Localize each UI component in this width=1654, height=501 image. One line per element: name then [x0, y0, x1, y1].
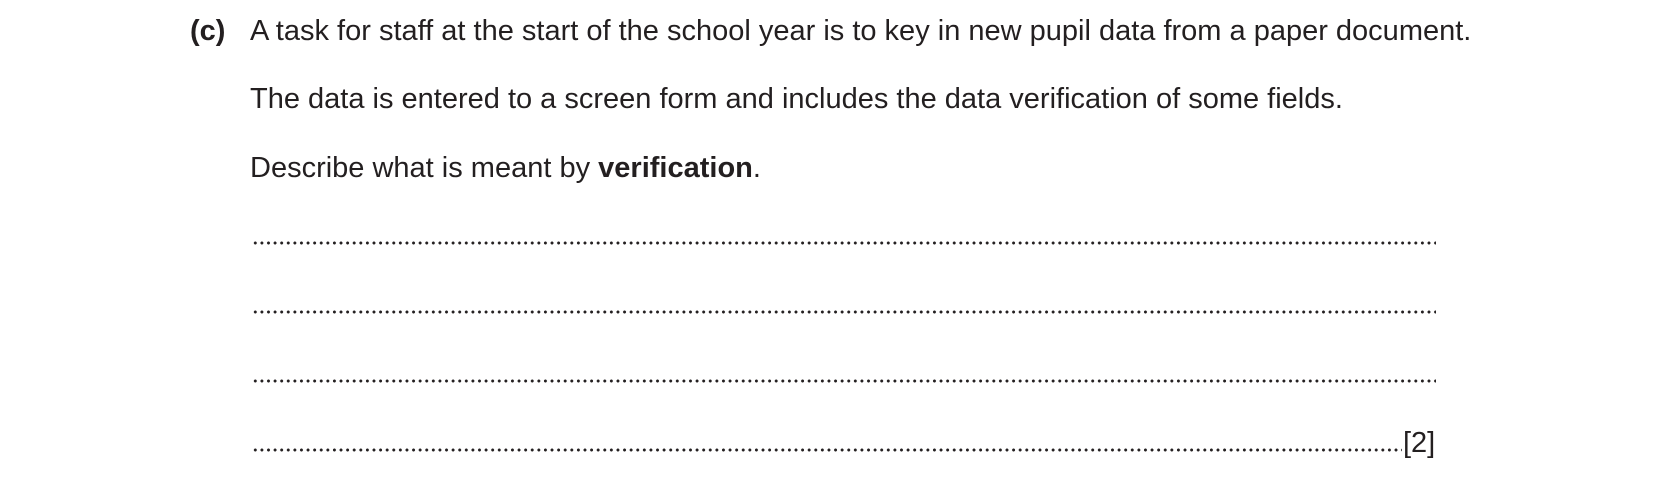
answer-line-2[interactable] — [252, 310, 1436, 314]
answer-line-3[interactable] — [252, 379, 1436, 383]
question-label: (c) — [190, 15, 226, 47]
answer-line-1[interactable] — [252, 241, 1436, 245]
question-paragraph-2: The data is entered to a screen form and includes the data verification of some fields. — [250, 83, 1343, 115]
answer-line-4[interactable] — [252, 448, 1402, 452]
marks-allocation: [2] — [1403, 427, 1436, 459]
prompt-suffix: . — [752, 152, 761, 184]
question-prompt — [250, 149, 761, 187]
prompt-prefix: Describe what is meant by — [250, 152, 599, 184]
question-paragraph-1: A task for staff at the start of the school year is to key in new pupil data from a paper document. — [250, 15, 1472, 47]
prompt-keyword: verification — [598, 152, 753, 184]
